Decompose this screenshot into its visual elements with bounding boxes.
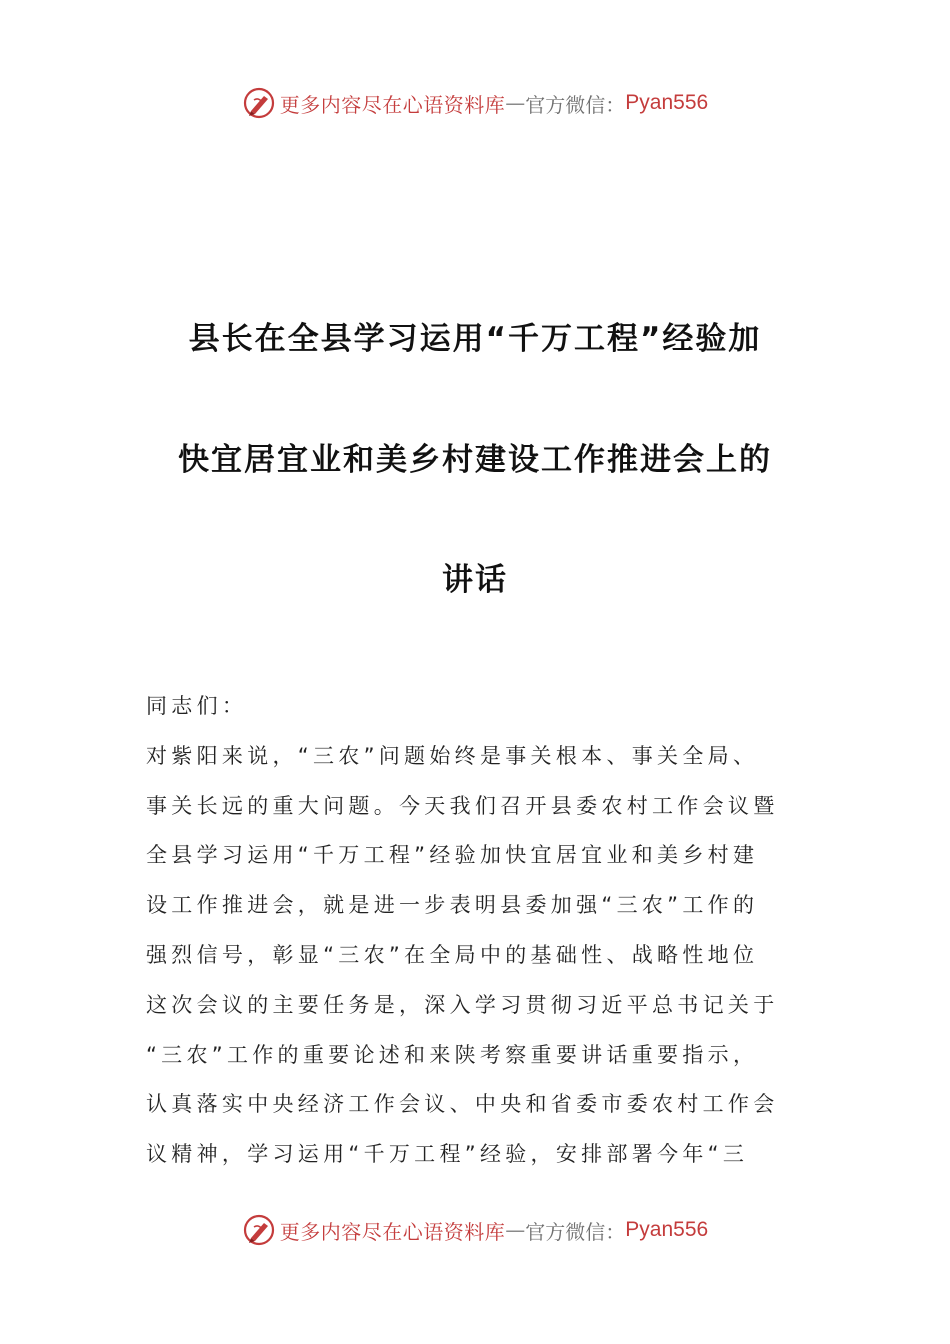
pen-logo-icon — [242, 86, 276, 120]
footer-watermark — [0, 1210, 950, 1250]
pen-logo-icon — [242, 1213, 276, 1247]
body-line: 强烈信号，彰显“三农”在全局中的基础性、战略性地位 — [146, 942, 759, 967]
watermark-brand-text: 更多内容尽在心语资料库 — [279, 1219, 506, 1244]
document-title-line-2: 快宜居宜业和美乡村建设工作推进会上的 — [178, 442, 772, 478]
document-title-line-3: 讲话 — [442, 562, 508, 598]
body-line: 认真落实中央经济工作会议、中央和省委市委农村工作会 — [146, 1092, 779, 1117]
body-line: 同志们： — [146, 694, 248, 718]
watermark-separator: — — [505, 91, 526, 115]
document-title-line-1: 县长在全县学习运用“千万工程”经验加 — [188, 321, 762, 357]
watermark-wechat-id: Pyan556 — [625, 91, 709, 114]
watermark-brand-text: 更多内容尽在心语资料库 — [279, 92, 506, 117]
header-watermark — [0, 83, 950, 123]
watermark-wechat-label: 官方微信： — [525, 1219, 626, 1244]
body-line: 这次会议的主要任务是，深入学习贯彻习近平总书记关于 — [146, 992, 779, 1017]
body-line: 设工作推进会，就是进一步表明县委加强“三农”工作的 — [146, 893, 759, 918]
body-line: 事关长远的重大问题。今天我们召开县委农村工作会议暨 — [146, 793, 779, 818]
body-line: 议精神，学习运用“千万工程”经验，安排部署今年“三 — [146, 1142, 749, 1167]
document-body — [146, 687, 814, 1185]
watermark-separator: — — [505, 1218, 526, 1242]
body-line: “三农”工作的重要论述和来陕考察重要讲话重要指示， — [146, 1042, 759, 1067]
body-line: 对紫阳来说，“三农”问题始终是事关根本、事关全局、 — [146, 743, 759, 768]
watermark-wechat-id: Pyan556 — [625, 1218, 709, 1241]
watermark-wechat-label: 官方微信： — [525, 92, 626, 117]
body-line: 全县学习运用“千万工程”经验加快宜居宜业和美乡村建 — [146, 843, 759, 868]
